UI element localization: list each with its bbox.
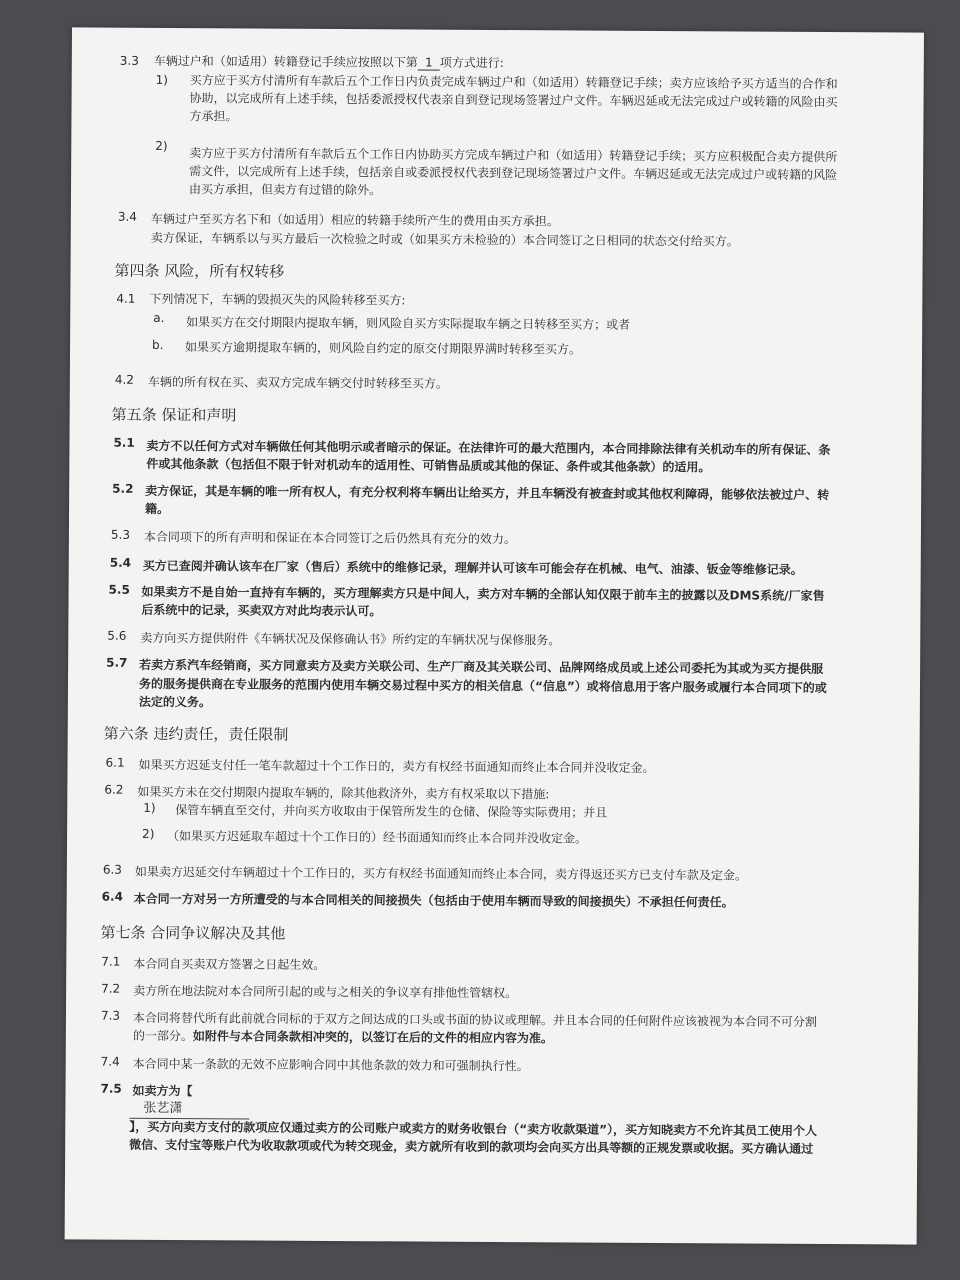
clause-7-3-line: 本合同将替代所有此前就合同标的于双方之间达成的口头或书面的协议或理解。并且本合同的任何附件应该被视为本合同不可分割 — [132, 1010, 818, 1029]
clause-5-1-line: 件或其他条款（包括但不限于针对机动车的适用性、可销售品质或其他的保证、条件或其他条款）的适用。 — [146, 456, 711, 475]
clause-number-5-5: 5.5 — [108, 582, 130, 597]
clause-3-3-1-line: 买方应于买方付清所有车款后五个工作日内负责完成车辆过户和（如适用）转籍登记手续；卖方应该给予买方适当的合作和 — [189, 73, 838, 92]
clause-7-5-line: 微信、支付宝等账户代为收取款项或代为转交现金，卖方就所有收到的款项均会向买方出具等额的正规发票或收据。买方确认通过 — [129, 1137, 814, 1156]
clause-5-1-line: 卖方不以任何方式对车辆做任何其他明示或者暗示的保证。在法律许可的最大范围内，本合同排除法律有关机动车的所有保证、条 — [146, 438, 831, 458]
clause-3-3-1-line: 方承担。 — [189, 109, 238, 124]
clause-5-3-text: 本合同项下的所有声明和保证在本合同签订之后仍然具有充分的效力。 — [143, 529, 516, 547]
clause-5-7-line: 若卖方系汽车经销商，买方同意卖方及卖方关联公司、生产厂商及其关联公司、品牌网络成员或上述公司委托为其或为买方提供服 — [139, 657, 824, 676]
clause-number-5-7: 5.7 — [106, 655, 128, 670]
clause-number-6-4: 6.4 — [101, 889, 124, 904]
clause-5-7-line: 务的服务提供商在专业服务的范围内使用车辆交易过程中买方的相关信息（“信息”）或将信息用于客户服务或履行本合同项下的或 — [138, 676, 827, 696]
clause-7-5-line: 】，买方向卖方支付的款项应仅通过卖方的公司账户或卖方的财务收银台（“卖方收款渠道”），买方知晓卖方不允许其员工使用个人 — [129, 1119, 818, 1138]
clause-3-3-2-line: 卖方应于买方付清所有车款后五个工作日内协助买方完成车辆过户和（如适用）转籍登记手续；买方应积极配合卖方提供所 — [189, 146, 838, 165]
clause-number-7-1: 7.1 — [101, 954, 121, 969]
clause-number-3-3: 3.3 — [119, 53, 139, 68]
clause-7-3-line: 的一部分。如附件与本合同条款相冲突的，以签订在后的文件的相应内容为准。 — [132, 1028, 553, 1046]
clause-number-5-4: 5.4 — [109, 555, 132, 570]
item-number: 2) — [155, 138, 168, 153]
clause-6-3-text: 如果卖方迟延交付车辆超过十个工作日的，买方有权经书面通知而终止本合同，卖方得返还买方已支付车款及定金。 — [134, 864, 747, 883]
clause-5-5-line: 如果卖方不是自始一直持有车辆的，买方理解卖方只是中间人，卖方对车辆的全部认知仅限于前车主的披露以及DMS系统/厂家售 — [141, 584, 825, 604]
item-number: 1) — [155, 72, 169, 87]
clause-4-2-text: 车辆的所有权在买、卖双方完成车辆交付时转移至买方。 — [147, 374, 448, 391]
clause-6-1-text: 如果买方迟延支付任一笔车款超过十个工作日的，卖方有权经书面通知而终止本合同并没收定金。 — [138, 757, 655, 775]
article-7-heading: 第七条 合同争议解决及其他 — [100, 923, 286, 943]
article-6-heading: 第六条 违约责任，责任限制 — [103, 724, 289, 744]
clause-number-6-2: 6.2 — [104, 782, 124, 797]
clause-7-2-text: 卖方所在地法院对本合同所引起的或与之相关的争议享有排他性管辖权。 — [133, 983, 518, 1001]
clause-7-1-text: 本合同自买卖双方签署之日起生效。 — [133, 956, 326, 972]
clause-4-1-text: 下列情况下，车辆的毁损灭失的风险转移至买方: — [149, 291, 406, 308]
clause-3-3-2-line: 需文件，以完成所有上述手续，包括亲自或委派授权代表到登记现场签署过户文件。车辆迟延或无法完成过户或转籍的风险 — [189, 164, 838, 183]
clause-5-2-line: 籍。 — [145, 501, 170, 516]
item-number: 1) — [143, 800, 156, 815]
clause-number-5-2: 5.2 — [112, 481, 134, 496]
clause-6-2-text: 如果买方未在交付期限内提取车辆的，除其他救济外，卖方有权采取以下措施: — [137, 784, 550, 802]
clause-number-7-2: 7.2 — [101, 981, 121, 996]
clause-3-4-line: 车辆过户至买方名下和（如适用）相应的转籍手续所产生的费用由买方承担。 — [150, 211, 559, 229]
clause-5-5-line: 后系统中的记录，买卖双方对此均表示认可。 — [141, 602, 382, 619]
method-choice-field[interactable]: 1 — [418, 57, 440, 71]
clause-3-4-line: 卖方保证，车辆系以与买方最后一次检验之时或（如果买方未检验的）本合同签订之日相同的状态交付给买方。 — [150, 230, 739, 249]
clause-6-2-1-text: 保管车辆直至交付，并向买方收取由于保管所发生的仓储、保险等实际费用；并且 — [175, 803, 608, 820]
clause-number-7-3: 7.3 — [100, 1008, 121, 1023]
item-number: 2) — [142, 826, 155, 841]
clause-4-1-b-text: 如果买方逾期提取车辆的，则风险自约定的原交付期限界满时转移至买方。 — [185, 340, 582, 357]
clause-number-3-4: 3.4 — [117, 209, 137, 224]
article-4-heading: 第四条 风险，所有权转移 — [114, 261, 285, 281]
clause-7-5-seller-label: 如卖方为【 — [132, 1083, 193, 1099]
clause-5-2-line: 卖方保证，其是车辆的唯一所有权人，有充分权利将车辆出让给买方，并且车辆没有被查封或其他权利障碍，能够依法被过户、转 — [145, 483, 830, 503]
clause-5-7-line: 法定的义务。 — [138, 694, 211, 710]
clause-7-4-text: 本合同中某一条款的无效不应影响合同中其他条款的效力和可强制执行性。 — [132, 1056, 529, 1074]
clause-3-3-text: 车辆过户和（如适用）转籍登记手续应按照以下第 1 项方式进行: — [153, 53, 504, 71]
seller-name-field[interactable]: 张艺潇 — [143, 1100, 183, 1117]
article-5-heading: 第五条 保证和声明 — [111, 405, 237, 425]
clause-3-3-1-line: 协助，以完成所有上述手续，包括委派授权代表亲自到登记现场签署过户文件。车辆迟延或无法完成过户或转籍的风险由买 — [189, 91, 838, 110]
clause-number-5-1: 5.1 — [113, 435, 135, 450]
clause-number-7-4: 7.4 — [100, 1054, 120, 1069]
clause-number-5-3: 5.3 — [110, 527, 131, 542]
clause-6-2-2-text: （如果买方迟延取车超过十个工作日的）经书面通知而终止本合同并没收定金。 — [167, 828, 588, 846]
clause-number-4-1: 4.1 — [116, 291, 136, 306]
clause-3-3-2-line: 由买方承担，但卖方有过错的除外。 — [188, 182, 382, 198]
contract-page — [65, 27, 924, 1244]
clause-number-7-5: 7.5 — [100, 1081, 122, 1096]
item-letter: a. — [153, 310, 165, 325]
item-letter: b. — [152, 337, 164, 352]
clause-4-1-a-text: 如果买方在交付期限内提取车辆，则风险自买方实际提取车辆之日转移至买方；或者 — [186, 315, 631, 332]
clause-number-6-3: 6.3 — [102, 862, 122, 877]
clause-5-6-text: 卖方向买方提供附件《车辆状况及保修确认书》所约定的车辆状况与保修服务。 — [140, 630, 561, 648]
clause-5-4-text: 买方已查阅并确认该车在厂家（售后）系统中的维修记录，理解并认可该车可能会存在机械、电气、油漆、钣金等维修记录。 — [142, 558, 803, 577]
clause-6-4-text: 本合同一方对另一方所遭受的与本合同相关的间接损失（包括由于使用车辆而导致的间接损失）不承担任何责任。 — [133, 891, 734, 910]
clause-number-4-2: 4.2 — [114, 372, 134, 387]
clause-number-6-1: 6.1 — [105, 755, 125, 770]
clause-number-5-6: 5.6 — [107, 628, 127, 643]
